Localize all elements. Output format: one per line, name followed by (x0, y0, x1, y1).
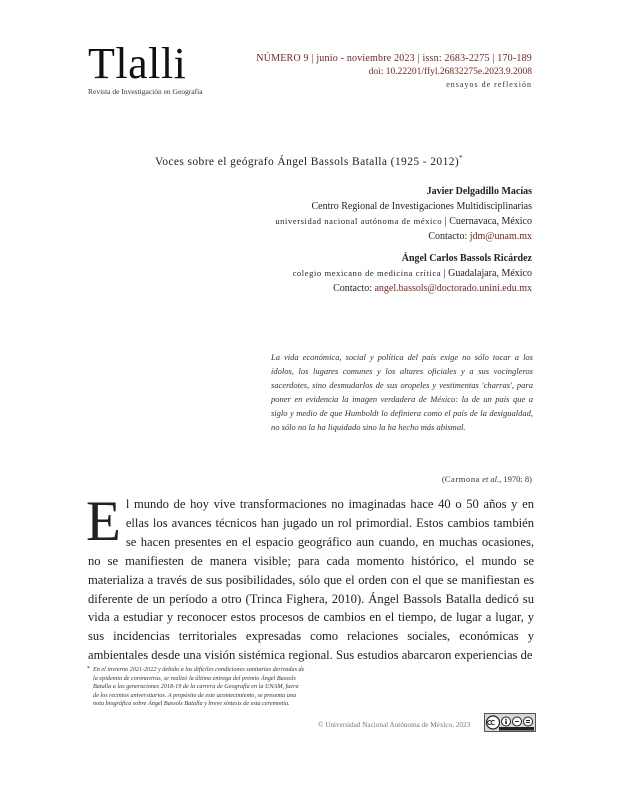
author-affiliation: Centro Regional de Investigaciones Multidisciplinarias (311, 201, 532, 212)
footnote-text: En el invierno 2021-2022 y debido a las difíciles condiciones sanitarias derivadas de la epidemia de coronavirus, se realizó la última entrega del premio Ángel Bassols Batalla a las generaciones 2018-19 de la carrera de Geografía en la UNAM, fuera de los recintos universitarios. A propósito de este acontecimiento, se presenta una nota biográfica sobre Ángel Bassols Batalla y breve síntesis de esta ceremonia. (93, 666, 305, 708)
journal-name: Tlalli (88, 39, 187, 88)
author-location: | Cuernavaca, México (444, 216, 532, 227)
title-footnote-mark[interactable]: * (459, 154, 464, 162)
cite-author: Carmona (444, 474, 481, 484)
footnote-mark: * (87, 666, 90, 672)
contact-label: Contacto: (428, 231, 468, 242)
drop-cap: E (86, 490, 121, 553)
journal-logo (88, 39, 203, 96)
body-text: l mundo de hoy vive transformaciones no imaginadas hace 40 o 50 años y en ellas los avances técnicos han jugado un rol primordial. Estos cambios también se hacen presentes en el espacio geográfico aun cuando, en muchas ocasiones, no se manifiesten de manera visible; para cada momento histórico, el mundo se materializa a través de sus posibilidades, sólo que el orden con el que se manifiestan es diferente de un período a otro (Trinca Fighera, 2010). Ángel Bassols Batalla dedicó su vida a estudiar y reconocer estos procesos de cambios en el tiempo, de lugar a lugar, y sus incidencias territoriales expresadas como relaciones sociales, económicas y ambientales desde una visión sistémica regional. Sus estudios abarcaron experiencias de (88, 497, 534, 663)
author-name: Javier Delgadillo Macías (426, 186, 532, 197)
doi-line (256, 67, 532, 77)
section-label: ensayos de reflexión (446, 80, 532, 89)
license-badge[interactable] (484, 713, 536, 732)
body-paragraph (86, 490, 534, 665)
cite-open: ( (441, 474, 445, 484)
epigraph-citation (442, 474, 532, 484)
author-location: | Guadalajara, México (443, 268, 532, 279)
cc-license-icon (485, 714, 535, 731)
author-institution: colegio mexicano de medicina crítica (292, 268, 442, 278)
author-block-1 (275, 184, 532, 244)
article-title-text: Voces sobre el geógrafo Ángel Bassols Batalla (1925 - 2012) (154, 155, 460, 168)
author-institution-line (275, 214, 532, 229)
article-title (0, 154, 618, 168)
author-contact (293, 281, 532, 296)
doi-label: doi: (368, 67, 384, 77)
author-name: Ángel Carlos Bassols Ricárdez (401, 253, 532, 264)
author-email-link[interactable]: jdm@unam.mx (469, 231, 532, 242)
issue-line: NÚMERO 9 | junio - noviembre 2023 | issn: 2683-2275 | 170-189 (256, 53, 532, 64)
author-contact (275, 229, 532, 244)
contact-label: Contacto: (333, 283, 372, 294)
issue-metadata (256, 53, 532, 89)
author-block-2 (293, 251, 532, 296)
copyright-notice: © Universidad Nacional Autónoma de México, 2023 (318, 721, 471, 729)
footnote (87, 666, 306, 709)
author-institution: universidad nacional autónoma de méxico (275, 216, 443, 226)
author-email-link[interactable]: angel.bassols@doctorado.unini.edu.mx (374, 283, 532, 294)
epigraph: La vida económica, social y política del país exige no sólo tocar a los ídolos, los lugares comunes y los altares oficiales y a sus vocingleros sacerdotes, sino desmudarlos de sus oropeles y vestimentas 'charras', para poner en evidencia la imagen verdadera de México: la de un país que a siglo y medio de que Humboldt lo definiera como el país de la desigualdad, no sólo no la ha liquidado sino la ha hecho más abismal. (271, 352, 533, 433)
author-institution-line (293, 266, 532, 281)
cite-year: , 1970: 8) (499, 474, 532, 484)
journal-subtitle: Revista de Investigación en Geografía (88, 87, 203, 96)
cite-etal: et al. (482, 474, 500, 484)
doi-link[interactable]: 10.22201/ffyl.26832275e.2023.9.2008 (385, 67, 532, 77)
